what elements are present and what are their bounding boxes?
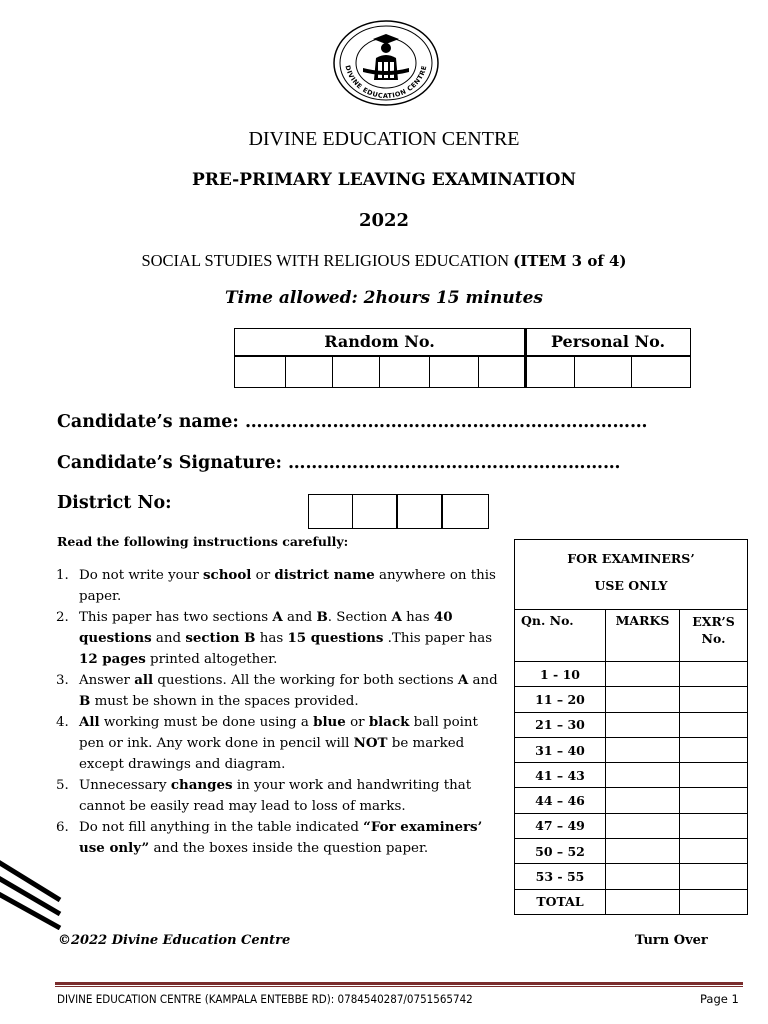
- instruction-text: . Section: [327, 610, 392, 625]
- question-range: 31 – 40: [515, 737, 606, 762]
- instruction-text: in your work and handwriting that cannot be easily read may lead to loss of marks.: [79, 778, 472, 814]
- examiner-cell: [680, 864, 748, 889]
- candidate-signature-dots: …………………………………………………: [288, 453, 621, 473]
- question-range: 1 - 10: [515, 662, 606, 687]
- instruction-text: has: [255, 631, 288, 646]
- subject-name: SOCIAL STUDIES WITH RELIGIOUS EDUCATION: [141, 251, 509, 270]
- instruction-text: and: [282, 610, 317, 625]
- instruction-emphasis: All: [79, 714, 100, 730]
- examiners-table-row: [515, 712, 748, 737]
- instruction-text: and the boxes inside the question paper.: [149, 841, 429, 856]
- marks-cell: [606, 864, 680, 889]
- marks-cell: [606, 763, 680, 788]
- question-range: 53 - 55: [515, 864, 606, 889]
- page-number: Page 1: [700, 992, 739, 1006]
- candidate-name-dots: ……………………………………………………………: [244, 412, 648, 432]
- instruction-item: [56, 670, 506, 712]
- footer-rule-thin: [55, 986, 743, 987]
- examiners-table-body: [515, 662, 748, 915]
- question-range: 44 – 46: [515, 788, 606, 813]
- examiners-title-line1: FOR EXAMINERS’: [567, 551, 695, 566]
- instruction-text: .This paper has: [383, 631, 493, 646]
- school-logo: [333, 20, 439, 106]
- question-range: 21 – 30: [515, 712, 606, 737]
- subject-line: [0, 251, 768, 271]
- candidate-signature-label: Candidate’s Signature:: [57, 453, 289, 473]
- marks-cell: [606, 687, 680, 712]
- instruction-emphasis: NOT: [353, 735, 388, 751]
- examiners-table-row: [515, 763, 748, 788]
- marks-cell: [606, 788, 680, 813]
- instructions-list: [56, 565, 506, 859]
- item-number: (ITEM 3 of 4): [513, 252, 627, 270]
- instruction-emphasis: blue: [313, 714, 346, 730]
- examiners-table-row: [515, 737, 748, 762]
- random-number-box: [234, 356, 286, 388]
- instruction-item: [56, 817, 506, 859]
- school-name: DIVINE EDUCATION CENTRE: [248, 128, 520, 150]
- random-number-box: [285, 356, 333, 388]
- instructions-heading: Read the following instructions carefully:: [57, 534, 349, 549]
- random-number-box: [429, 356, 479, 388]
- examiner-cell: [680, 839, 748, 864]
- corner-stripes-decoration: [0, 850, 70, 930]
- instruction-text: This paper has two sections: [79, 610, 273, 625]
- examiners-title-line2: USE ONLY: [594, 578, 668, 593]
- personal-number-box: [574, 356, 632, 388]
- marks-cell: [606, 662, 680, 687]
- marks-cell: [606, 712, 680, 737]
- instruction-number: 2.: [56, 610, 69, 625]
- examiner-cell: [680, 788, 748, 813]
- random-number-box: [478, 356, 526, 388]
- exam-title: PRE-PRIMARY LEAVING EXAMINATION: [191, 170, 576, 190]
- instruction-item: [56, 775, 506, 817]
- instruction-number: 1.: [56, 568, 69, 583]
- question-range: 47 – 49: [515, 813, 606, 838]
- instruction-text: Do not write your: [79, 568, 203, 583]
- random-number-box: [379, 356, 430, 388]
- col-question-number: Qn. No.: [515, 610, 606, 662]
- time-allowed: Time allowed: 2hours 15 minutes: [225, 288, 543, 308]
- marks-cell: [606, 839, 680, 864]
- instruction-item: [56, 712, 506, 775]
- question-range: 41 – 43: [515, 763, 606, 788]
- table-divider: [524, 328, 527, 388]
- district-number-boxes: [308, 494, 489, 529]
- examiners-table-title: [515, 540, 748, 610]
- question-range: TOTAL: [515, 889, 606, 914]
- examiner-cell: [680, 662, 748, 687]
- footer-address: DIVINE EDUCATION CENTRE (KAMPALA ENTEBBE RD): 0784540287/0751565742: [57, 992, 473, 1006]
- instruction-text: be marked except drawings and diagram.: [79, 736, 465, 772]
- district-number-box[interactable]: [308, 494, 353, 529]
- turn-over-note: Turn Over: [635, 933, 708, 948]
- district-number-box[interactable]: [397, 494, 442, 529]
- instruction-emphasis: 15 questions: [287, 630, 384, 646]
- instruction-text: ball point pen or ink. Any work done in pencil will: [79, 715, 478, 751]
- examiners-table-row: [515, 839, 748, 864]
- examiner-cell: [680, 813, 748, 838]
- instruction-text: and: [151, 631, 186, 646]
- instruction-emphasis: A: [391, 609, 402, 625]
- instruction-number: 6.: [56, 820, 69, 835]
- instruction-emphasis: 12 pages: [79, 651, 146, 667]
- examiner-cell: [680, 737, 748, 762]
- examiners-table-row: [515, 788, 748, 813]
- examiner-cell: [680, 763, 748, 788]
- instruction-text: anywhere on this paper.: [79, 568, 496, 604]
- instruction-text: Answer: [79, 673, 135, 688]
- examiners-table-row: [515, 662, 748, 687]
- random-number-header: Random No.: [234, 328, 525, 356]
- number-boxes-table: [234, 328, 691, 388]
- instruction-text: working must be done using a: [99, 715, 314, 730]
- examiners-table-row: [515, 813, 748, 838]
- personal-number-box: [525, 356, 575, 388]
- examiner-cell: [680, 889, 748, 914]
- question-range: 50 – 52: [515, 839, 606, 864]
- instruction-text: must be shown in the spaces provided.: [90, 694, 359, 709]
- col-examiner-number: EXR’S No.: [680, 610, 748, 662]
- instruction-number: 4.: [56, 715, 69, 730]
- instruction-text: and: [468, 673, 498, 688]
- instruction-item: [56, 565, 506, 607]
- personal-number-box: [631, 356, 691, 388]
- instruction-emphasis: black: [368, 714, 410, 730]
- district-number-label: District No:: [57, 493, 172, 513]
- personal-number-header: Personal No.: [525, 328, 691, 356]
- examiners-table-row: [515, 864, 748, 889]
- exam-year: 2022: [358, 210, 410, 231]
- district-number-box[interactable]: [352, 494, 397, 529]
- instruction-emphasis: district name: [274, 567, 375, 583]
- footer-rule: [55, 982, 743, 985]
- instruction-emphasis: B: [316, 609, 328, 625]
- instruction-item: [56, 607, 506, 670]
- district-number-box[interactable]: [442, 494, 489, 529]
- instruction-emphasis: A: [457, 672, 469, 688]
- random-number-box: [332, 356, 380, 388]
- instruction-emphasis: “For examiners’ use only”: [79, 819, 483, 856]
- examiners-table-row: [515, 889, 748, 914]
- instruction-text: questions. All the working for both sections: [153, 673, 458, 688]
- instruction-emphasis: changes: [170, 777, 233, 793]
- examiner-cell: [680, 712, 748, 737]
- instruction-text: printed altogether.: [145, 652, 278, 667]
- instruction-text: has: [401, 610, 434, 625]
- instruction-number: 3.: [56, 673, 69, 688]
- candidate-name-field[interactable]: [57, 412, 647, 432]
- col-marks: MARKS: [606, 610, 680, 662]
- instruction-number: 5.: [56, 778, 69, 793]
- instruction-emphasis: B: [79, 693, 91, 709]
- instruction-text: or: [251, 568, 275, 583]
- instruction-emphasis: 40 questions: [79, 609, 453, 646]
- examiners-table-row: [515, 687, 748, 712]
- marks-cell: [606, 813, 680, 838]
- instruction-emphasis: school: [203, 567, 252, 583]
- examiner-cell: [680, 687, 748, 712]
- instruction-text: Unnecessary: [79, 778, 171, 793]
- question-range: 11 – 20: [515, 687, 606, 712]
- marks-cell: [606, 737, 680, 762]
- examiners-table: [514, 539, 747, 915]
- instruction-emphasis: section B: [185, 630, 256, 646]
- instruction-emphasis: A: [272, 609, 283, 625]
- candidate-signature-field[interactable]: [57, 453, 621, 473]
- copyright-notice: ©2022 Divine Education Centre: [58, 933, 291, 948]
- instruction-text: Do not fill anything in the table indicated: [79, 820, 364, 835]
- candidate-name-label: Candidate’s name:: [57, 412, 245, 432]
- instruction-text: or: [345, 715, 369, 730]
- instruction-emphasis: all: [134, 672, 154, 688]
- marks-cell: [606, 889, 680, 914]
- svg-text:DIVINE EDUCATION CENTRE: DIVINE EDUCATION CENTRE: [343, 64, 429, 101]
